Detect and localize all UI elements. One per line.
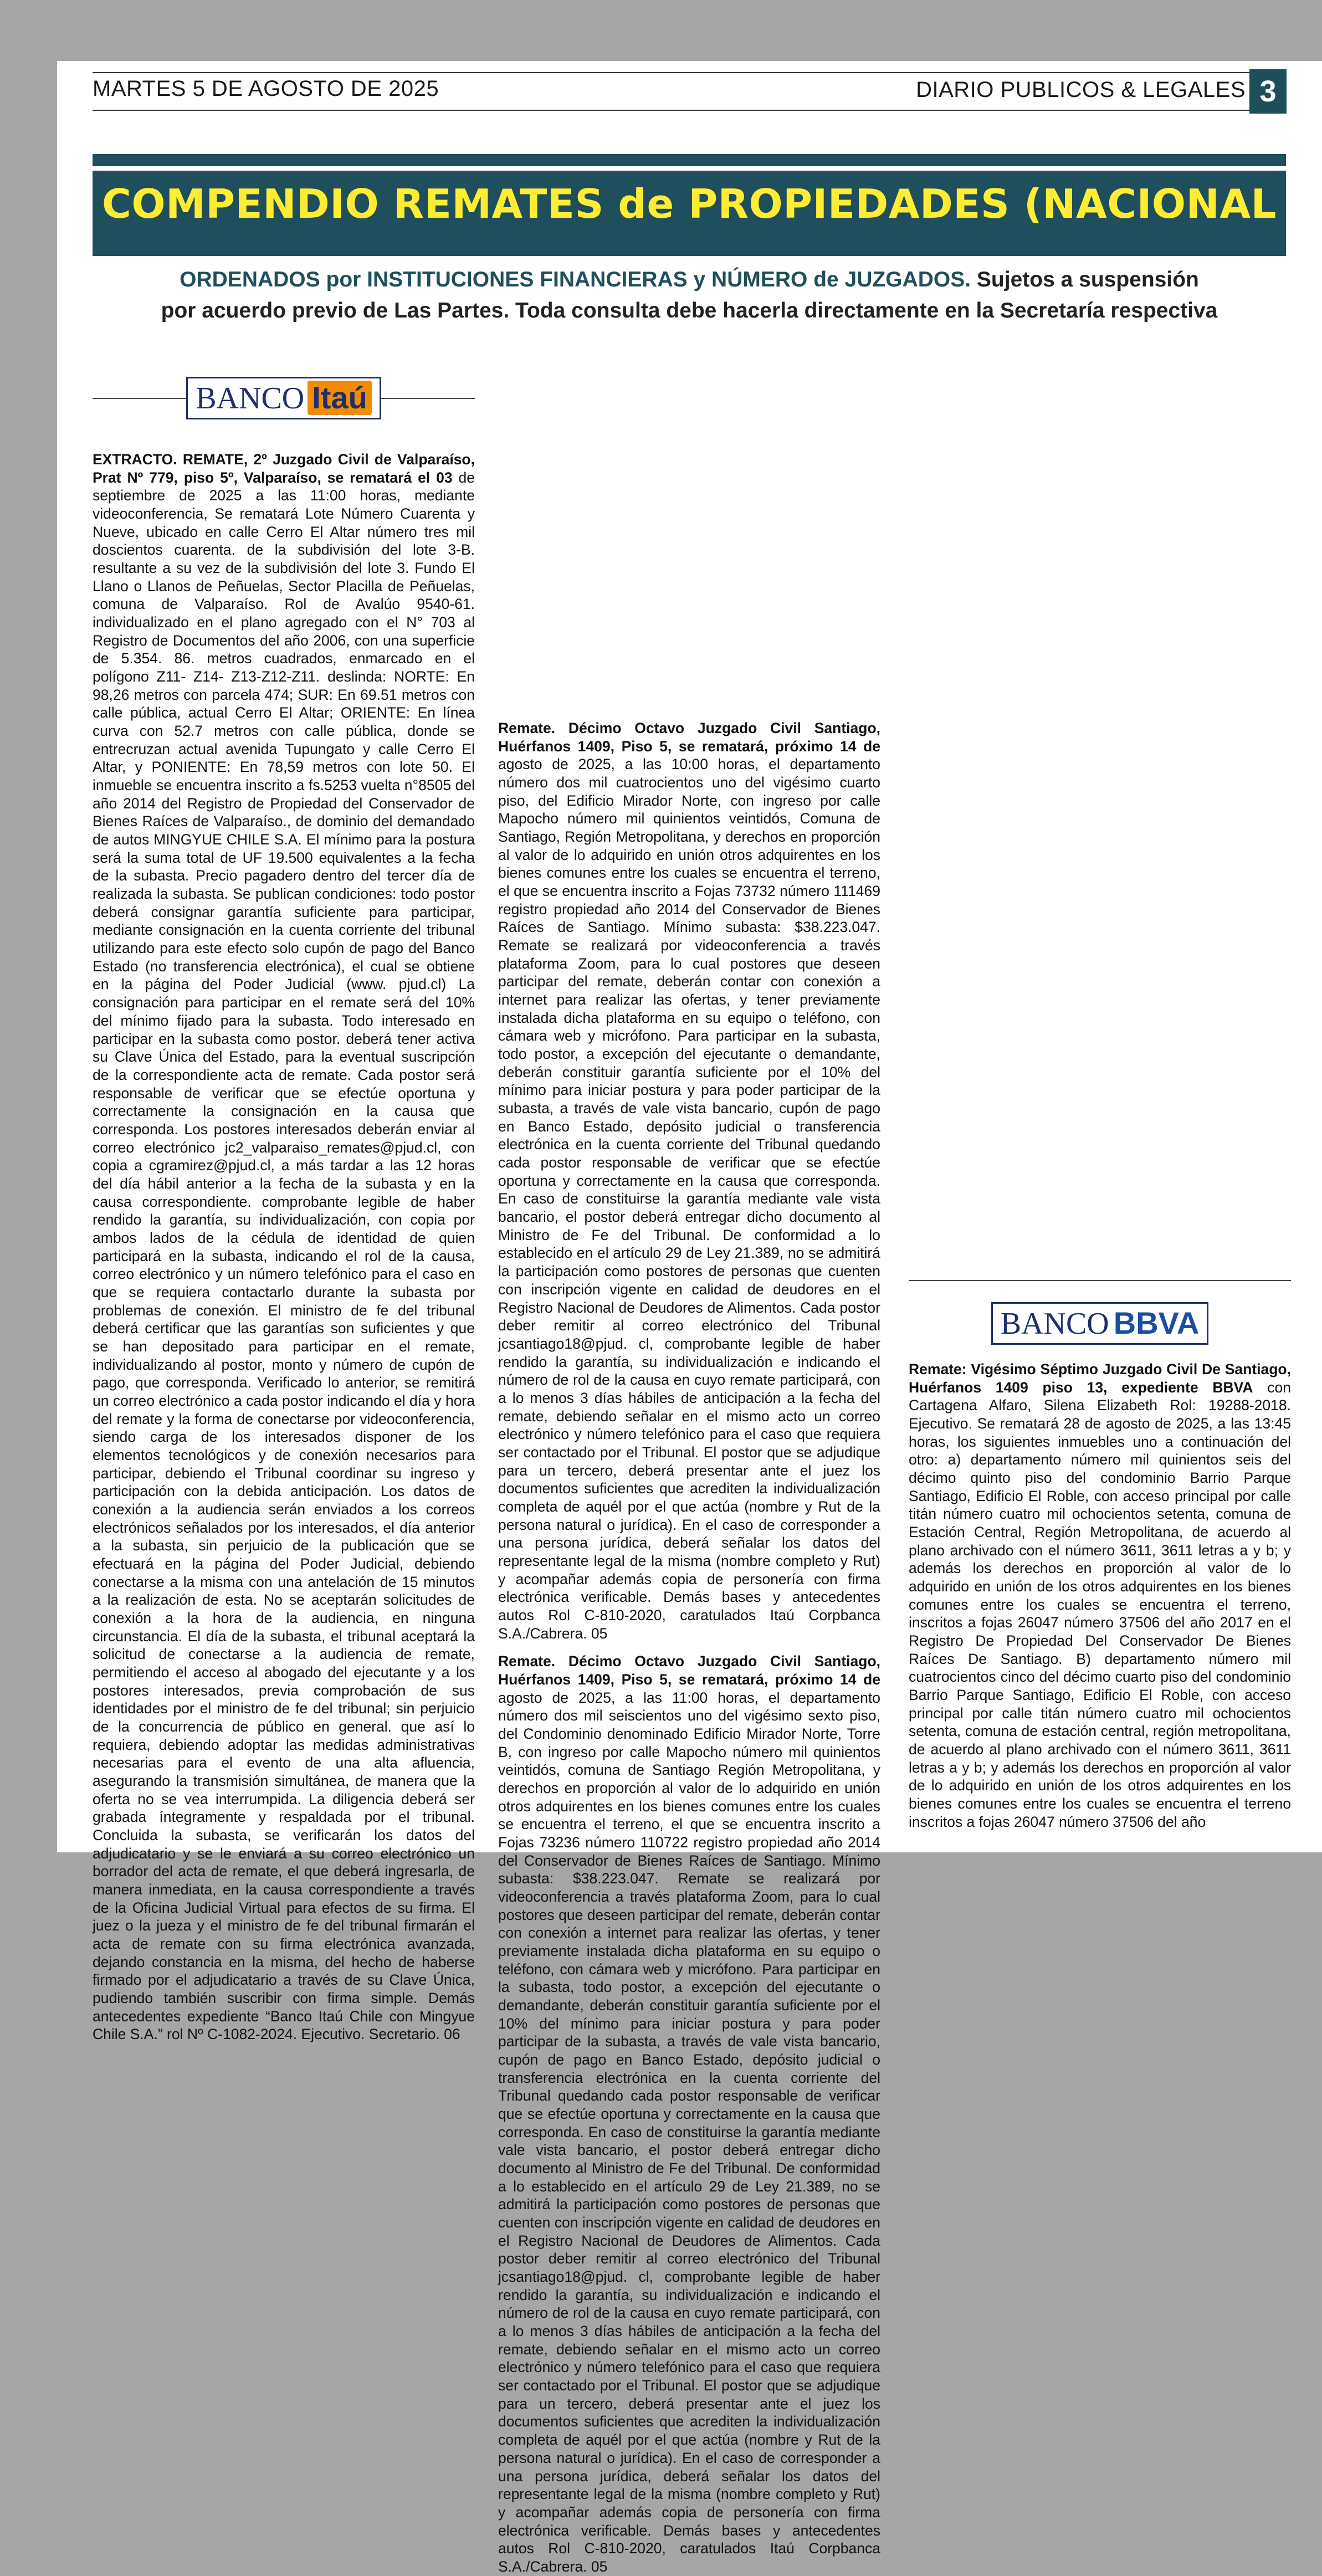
banner-title: COMPENDIO REMATES de PROPIEDADES (NACIONAL: [102, 181, 1277, 227]
subtitle-line-1: [93, 264, 1286, 295]
continued-notice-space: [498, 368, 880, 709]
itau-logo-block: [93, 366, 475, 450]
logo-prefix: BANCO: [1000, 1307, 1109, 1341]
column-3: [909, 368, 1291, 1835]
column-1: [93, 366, 475, 2043]
banco-itau-logo: [186, 377, 381, 419]
subtitle-highlight: ORDENADOS por INSTITUCIONES FINANCIERAS y NÚMERO de JUZGADOS.: [180, 268, 971, 291]
page-number: 3: [1249, 69, 1287, 114]
banner-top-bar: [93, 154, 1286, 166]
notice-body: con Cartagena Alfaro, Silena Elizabeth Rol: 19288-2018. Ejecutivo. Se rematará 28 de agosto de 2025, a las 13:45 horas, los siguientes inmuebles uno a continuación del otro: a) departamento número mil quinientos seis del décimo quinto piso del condominio Barrio Parque Santiago, Edificio El Roble, con acceso principal por calle titán número cuatro mil ochocientos setenta, comuna de Estación Central, Región Metropolitana, de acuerdo al plano archivado con el número 3611, 3611 letras a y b; y además los derechos en proporción al valor de lo adquirido en unión de los otros adquirentes en los bienes comunes entre los cuales se encuentra el terreno, inscritos a fojas 26047 número 37506 del año 2017 en el Registro De Propiedad Del Conservador De Bienes Raíces De Santiago. B) departamento número mil cuatrocientos cinco del décimo cuarto piso del condominio Barrio Parque Santiago, Edificio El Roble, con acceso principal por calle titán número cuatro mil ochocientos setenta, comuna de estación central, región metropolitana, de acuerdo al plano archivado con el número 3611, 3611 letras a y b; y además los derechos en proporción al valor de lo adquirido en unión de los otros adquirentes en los bienes comunes entre los cuales se encuentra el terreno inscritos a fojas 26047 número 37506 del año: [909, 1379, 1291, 1830]
column-2: [498, 368, 880, 2575]
notice-itau-3: [498, 1652, 880, 2575]
notice-bbva-1: [909, 1360, 1291, 1831]
subtitle-tail: Sujetos a suspensión: [971, 268, 1199, 291]
notice-body: de septiembre de 2025 a las 11:00 horas, mediante videoconferencia, Se rematará Lote Número Cuarenta y Nueve, ubicado en calle Cerro El Altar número tres mil doscientos cuarenta. de la subdivisión del lote 3-B. resultante a su vez de la subdivisión del lote 3. Fundo El Llano o Llanos de Peñuelas, Sector Placilla de Peñuelas, comuna de Valparaíso. Rol de Avalúo 9540-61. individualizado en el plano agregado con el N° 703 al Registro de Documentos del año 2006, con una superficie de 5.354. 86. metros cuadrados, enmarcado en el polígono Z11- Z14- Z13-Z12-Z11. deslinda: NORTE: En 98,26 metros con parcela 474; SUR: En 69.51 metros con calle pública, actual Cerro El Altar; ORIENTE: En línea curva con 52.7 metros con calle pública, donde se entrecruzan actual avenida Tupungato y calle Cerro El Altar, y PONIENTE: En 78,59 metros con lote 50. El inmueble se encuentra inscrito a fs.5253 vuelta n°8505 del año 2014 del Registro de Propiedad del Conservador de Bienes Raíces de Valparaíso., de dominio del demandado de autos MINGYUE CHILE S.A. El mínimo para la postura será la suma total de UF 19.500 equivalentes a la fecha de la subasta. Precio pagadero dentro del tercer día de realizada la subasta. Se publican condiciones: todo postor deberá consignar garantía suficiente para participar, mediante consignación en la cuenta corriente del tribunal utilizando para este efecto solo cupón de pago del Banco Estado (no transferencia electrónica), el cual se obtiene en la página del Poder Judicial (www. pjud.cl) La consignación para participar en el remate será del 10% del mínimo fijado para la subasta. Todo interesado en participar en la subasta como postor. deberá tener activa su Clave Única del Estado, para la eventual suscripción de la correspondiente acta de remate. Cada postor será responsable de verificar que se efectúe oportuna y correctamente la consignación en la causa que corresponda. Los postores interesados deberán enviar al correo electrónico jc2_valparaiso_remates@pjud.cl, con copia a cgramirez@pjud.cl, a más tardar a las 12 horas del día hábil anterior a la fecha de la subasta y en la causa correspondiente. comprobante legible de haber rendido la garantía, su individualización, con copia por ambos lados de la cédula de identidad de quien participará en la subasta, indicando el rol de la causa, correo electrónico y un número telefónico para el caso en que se requiera contactarlo durante la subasta por problemas de conexión. El ministro de fe del tribunal deberá certificar que las garantías son suficientes y que se han depositado para participar en el remate, individualizando al postor, monto y número de cupón de pago, que corresponda. Verificado lo anterior, se remitirá un correo electrónico a cada postor indicando el día y hora del remate y la forma de conectarse por videoconferencia, siendo carga de los interesados disponer de los elementos tecnológicos y de conexión necesarios para participar, debiendo el Tribunal coordinar su ingreso y participación con la debida anticipación. Los datos de conexión a la audiencia serán enviados a los correos electrónicos señalados por los interesados, el día anterior a la subasta, sin perjuicio de la publicación que se efectuará en la página del Poder Judicial, debiendo conectarse a la misma con una antelación de 15 minutos a la realización de esta. No se aceptarán solicitudes de conexión a la hora de la audiencia, en ninguna circunstancia. El día de la subasta, el tribunal aceptará la solicitud de conectarse a la audiencia de remate, permitiendo el acceso al abogado del ejecutante y a los postores interesados, previa comprobación de sus identidades por el ministro de fe del tribunal; sin perjuicio de la concurrencia de público en general. que así lo requiera, debiendo adoptar las medidas administrativas necesarias para el evento de una alta afluencia, asegurando la transmisión simultánea, de manera que la oferta no se vea interrumpida. La diligencia deberá ser grabada íntegramente y respaldada por el tribunal. Concluida la subasta, se verificarán los datos del adjudicatario y se le enviará a su correo electrónico un borrador del acta de remate, el que deberá ingresarla, de manera inmediata, en la causa correspondiente a través de la Oficina Judicial Virtual para efectos de su firma. El juez o la jueza y el ministro de fe del tribunal firmarán el acta de remate con su firma electrónica avanzada, dejando constancia en la misma, del hecho de haberse firmado por el adjudicatario a través de su Clave Única, pudiendo también suscribir con firma simple. Demás antecedentes expediente “Banco Itaú Chile con Mingyue Chile S.A.” rol Nº C-1082-2024. Ejecutivo. Secretario. 06: [93, 469, 475, 2043]
bbva-wordmark: BBVA: [1113, 1305, 1200, 1340]
notice-itau-2: [498, 719, 880, 1642]
notice-heading: Remate. Décimo Octavo Juzgado Civil Santiago, Huérfanos 1409, Piso 5, se rematará, próximo 14 de: [498, 720, 880, 755]
notice-body: agosto de 2025, a las 11:00 horas, el departamento número dos mil seiscientos uno del vigésimo sexto piso, del Condominio denominado Edificio Mirador Norte, Torre B, con ingreso por calle Mapocho número mil quinientos veintidós, comuna de Santiago Región Metropolitana, y derechos en proporción al valor de lo adquirido en unión otros adquirentes en los bienes comunes entre los cuales se encuentra el terreno, el que se encuentra inscrito a Fojas 73236 número 110722 registro propiedad año 2014 del Conservador de Bienes Raíces de Santiago. Mínimo subasta: $38.223.047. Remate se realizará por videoconferencia a través plataforma Zoom, para lo cual postores que deseen participar del remate, deberán contar con conexión a internet para realizar las ofertas, y tener previamente instalada dicha plataforma en su equipo o teléfono, con cámara web y micrófono. Para participar en la subasta, todo postor, a excepción del ejecutante o demandante, deberán constituir garantía suficiente por el 10% del mínimo para iniciar postura y para poder participar de la subasta, a través de vale vista bancario, cupón de pago en Banco Estado, depósito judicial o transferencia electrónica en la cuenta corriente del Tribunal quedando cada postor responsable de verificar que se efectúe oportuna y correctamente en la causa que corresponda. En caso de constituirse la garantía mediante vale vista bancario, el postor deberá entregar dicho documento al Ministro de Fe del Tribunal. De conformidad a lo establecido en el artículo 29 de Ley 21.389, no se admitirá la participación como postores de personas que cuenten con inscripción vigente en calidad de deudores en el Registro Nacional de Deudores de Alimentos. Cada postor deber remitir al correo electrónico del Tribunal jcsantiago18@pjud. cl, comprobante legible de haber rendido la garantía, su individualización e indicando el número de rol de la causa en cuyo remate participará, con a lo menos 3 días hábiles de anticipación a la fecha del remate, debiendo señalar en el mismo acto un correo electrónico y número telefónico para el caso que requiera ser contactado por el Tribunal. El postor que se adjudique para un tercero, deberá presentar ante el juez los documentos suficientes que acrediten la individualización completa de aquél por el que actúa (nombre y Rut de la persona natural o jurídica). En el caso de corresponder a una persona jurídica, deberá señalar los datos del representante legal de la misma (nombre completo y Rut) y acompañar además copia de personería con firma electrónica verificable. Demás bases y antecedentes autos Rol C-810-2020, caratulados Itaú Corpbanca S.A./Cabrera. 05: [498, 1689, 880, 2575]
notice-heading: Remate: Vigésimo Séptimo Juzgado Civil De Santiago, Huérfanos 1409 piso 13, expediente BBVA: [909, 1361, 1291, 1396]
bbva-logo-block: [909, 1280, 1291, 1360]
header-paper-name: DIARIO PUBLICOS & LEGALES: [916, 78, 1246, 102]
notice-heading: EXTRACTO. REMATE, 2º Juzgado Civil de Valparaíso, Prat Nº 779, piso 5º, Valparaíso, se rematará el 03: [93, 451, 475, 486]
subtitle-line-2: por acuerdo previo de Las Partes. Toda consulta debe hacerla directamente en la Secretaría respectiva: [161, 299, 1218, 322]
continued-notice-space: [909, 368, 1291, 1280]
notice-itau-1: [93, 450, 475, 2044]
header-bottom-rule: [93, 110, 1249, 111]
itau-wordmark: Itaú: [308, 381, 372, 415]
banco-bbva-logo: [991, 1302, 1209, 1345]
logo-prefix: BANCO: [196, 381, 305, 416]
header-top-rule: [93, 72, 1249, 73]
title-banner: [93, 171, 1286, 254]
notice-body: agosto de 2025, a las 10:00 horas, el departamento número dos mil cuatrocientos uno del vigésimo cuarto piso, del Edificio Mirador Norte, con ingreso por calle Mapocho número mil quinientos veintidós, Comuna de Santiago, Región Metropolitana, y derechos en proporción al valor de lo adquirido en unión otros adquirentes en los bienes comunes entre los cuales se encuentra el terreno, el que se encuentra inscrito a Fojas 73732 número 111469 registro propiedad año 2014 del Conservador de Bienes Raíces de Santiago. Mínimo subasta: $38.223.047. Remate se realizará por videoconferencia a través plataforma Zoom, para lo cual postores que deseen participar del remate, deberán contar con conexión a internet para realizar las ofertas, y tener previamente instalada dicha plataforma en su equipo o teléfono, con cámara web y micrófono. Para participar en la subasta, todo postor, a excepción del ejecutante o demandante, deberán constituir garantía suficiente por el 10% del mínimo para iniciar postura y para poder participar de la subasta, a través de vale vista bancario, cupón de pago en Banco Estado, depósito judicial o transferencia electrónica en la cuenta corriente del Tribunal quedando cada postor responsable de verificar que se efectúe oportuna y correctamente en la causa que corresponda. En caso de constituirse la garantía mediante vale vista bancario, el postor deberá entregar dicho documento al Ministro de Fe del Tribunal. De conformidad a lo establecido en el artículo 29 de Ley 21.389, no se admitirá la participación como postores de personas que cuenten con inscripción vigente en calidad de deudores en el Registro Nacional de Deudores de Alimentos. Cada postor deber remitir al correo electrónico del Tribunal jcsantiago18@pjud. cl, comprobante legible de haber rendido la garantía, su individualización e indicando el número de rol de la causa en cuyo remate participará, con a lo menos 3 días hábiles de anticipación a la fecha del remate, debiendo señalar en el mismo acto un correo electrónico y número telefónico para el caso que requiera ser contactado por el Tribunal. El postor que se adjudique para un tercero, deberá presentar ante el juez los documentos suficientes que acrediten la individualización completa de aquél por el que actúa (nombre y Rut de la persona natural o jurídica). En el caso de corresponder a una persona jurídica, deberá señalar los datos del representante legal de la misma (nombre completo y Rut) y acompañar además copia de personería con firma electrónica verificable. Demás bases y antecedentes autos Rol C-810-2020, caratulados Itaú Corpbanca S.A./Cabrera. 05: [498, 756, 880, 1642]
notice-heading: Remate. Décimo Octavo Juzgado Civil Santiago, Huérfanos 1409, Piso 5, se rematará, próximo 14 de: [498, 1653, 880, 1688]
header-date: MARTES 5 DE AGOSTO DE 2025: [93, 76, 439, 101]
banner-bottom-bar: [93, 248, 1286, 256]
